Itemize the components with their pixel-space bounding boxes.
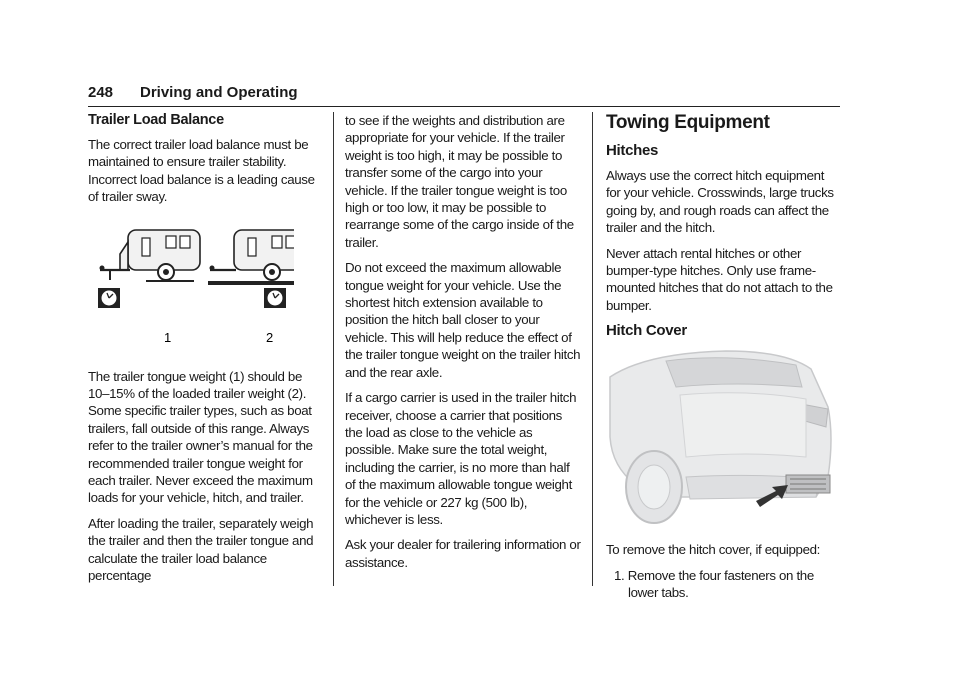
max-tongue-weight-paragraph: Do not exceed the maximum allowable tongue weight for your vehicle. Use the shortest hitch extension available to position the hitch ball closer to your vehicle. This will help reduce the effect of the trailer tongue weight on the trailer hitch and the rear axle. [345, 260, 581, 380]
hitch-cover-figure [606, 347, 840, 531]
trailer-2-icon [208, 230, 294, 308]
step-1: 1. Remove the four fasteners on the lower tabs. [614, 567, 814, 601]
continued-paragraph: to see if the weights and distribution are appropriate for your vehicle. If the trailer weight is too high, it may be possible to transfer some of the cargo into your vehicle. If the trailer tongue weight is too high or too low, it may be possible to rearrange some of the cargo inside of the trailer. [345, 113, 574, 250]
towing-equipment-heading: Towing Equipment [606, 112, 770, 133]
hitches-paragraph-2: Never attach rental hitches or other bumper-type hitches. Only use frame-mounted hitches that do not attach to the bumper. [606, 245, 833, 313]
section-title: Driving and Operating [140, 84, 298, 101]
column-3 [606, 112, 840, 609]
page-header [88, 84, 840, 107]
hitches-paragraph-1: Always use the correct hitch equipment for your vehicle. Crosswinds, large trucks going by, and rough roads can affect the trailer and the hitch. [606, 168, 834, 236]
trailer-load-balance-heading: Trailer Load Balance [88, 112, 224, 128]
trailer-illustration [94, 218, 294, 358]
column-divider [333, 112, 334, 586]
dealer-paragraph: Ask your dealer for trailering information or assistance. [345, 537, 581, 570]
column-2 [345, 112, 581, 579]
column-1 [88, 112, 326, 593]
weigh-paragraph: After loading the trailer, separately weigh the trailer and then the trailer tongue and calculate the trailer load balance percentage [88, 515, 314, 584]
cargo-carrier-paragraph: If a cargo carrier is used in the trailer hitch receiver, choose a carrier that positions the load as close to the vehicle as possible. Make sure the total weight, including the carrier, is no more than half of the maximum allowable tongue weight for the vehicle or 227 kg (500 lb), whichever is less. [345, 390, 577, 527]
figure-label-2: 2 [266, 329, 274, 345]
tongue-weight-paragraph: The trailer tongue weight (1) should be 10–15% of the loaded trailer weight (2). Some specific trailer types, such as boat trailers, fall outside of this range. Always refer to the trailer owner’s manual for the recommended trailer tongue weight for each trailer. Never exceed the maximum loads for your vehicle, hitch, and trailer. [88, 368, 313, 506]
figure-label-1: 1 [164, 329, 172, 345]
suv-rear-illustration [606, 347, 836, 531]
column-divider [592, 112, 593, 586]
hitches-heading: Hitches [606, 142, 659, 159]
hitch-cover-heading: Hitch Cover [606, 322, 687, 340]
remove-intro: To remove the hitch cover, if equipped: [606, 542, 821, 558]
trailer-balance-figure [88, 218, 326, 358]
trailer-1-icon [98, 230, 200, 308]
intro-paragraph: The correct trailer load balance must be maintained to ensure trailer stability. Incorrect load balance is a leading cause of trailer sway. [88, 137, 315, 205]
page-number: 248 [88, 84, 114, 101]
